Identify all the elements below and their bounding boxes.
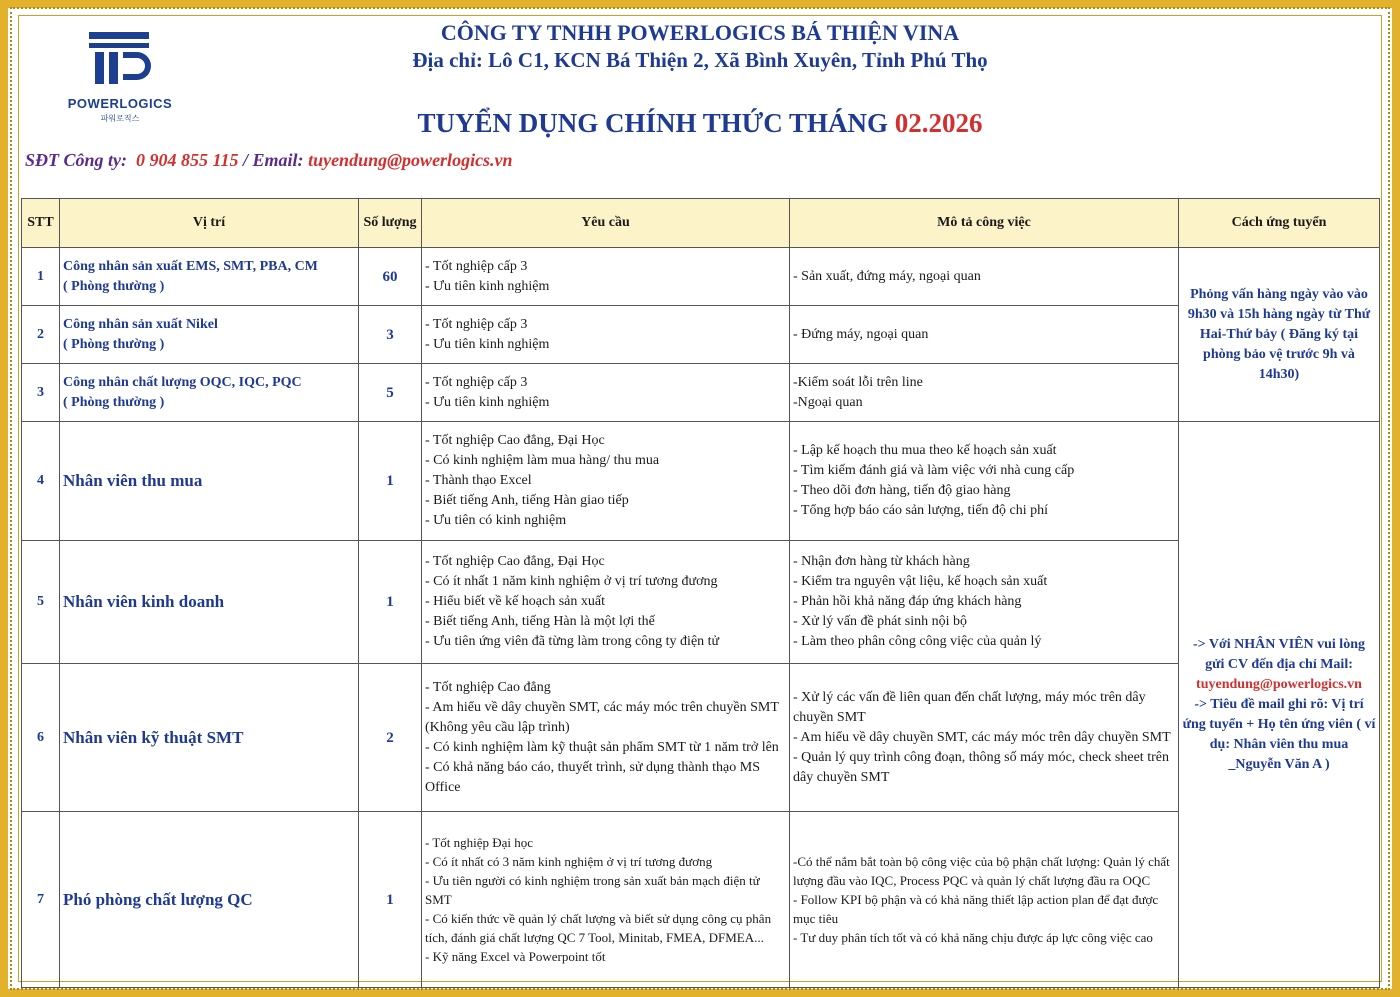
logo-korean: 파워로직스 (100, 114, 140, 123)
apply-staff-intro: -> Với NHÂN VIÊN vui lòng gửi CV đến địa chỉ Mail: (1193, 636, 1365, 672)
table-row (22, 306, 1380, 364)
header-position: Vị trí (60, 199, 359, 248)
row-stt: 7 (22, 812, 60, 988)
title-prefix: TUYỂN DỤNG CHÍNH THỨC THÁNG (417, 108, 895, 138)
table-row (22, 812, 1380, 988)
table-row (22, 248, 1380, 306)
contact-line (25, 150, 513, 171)
title-month: 02.2026 (894, 108, 983, 138)
row-position: Công nhân chất lượng OQC, IQC, PQC ( Phòng thường ) (60, 364, 359, 422)
job-table (21, 198, 1380, 988)
row-requirements: - Tốt nghiệp Cao đẳng - Am hiểu về dây chuyền SMT, các máy móc trên chuyền SMT (Không yêu cầu lập trình) - Có kinh nghiệm làm kỹ thuật sản phẩm SMT từ 1 năm trở lên - Có khả năng báo cáo, thuyết trình, sử dụng thành thạo MS Office (422, 664, 790, 812)
phone-number: 0 904 855 115 (136, 150, 239, 170)
apply-staff-email[interactable]: tuyendung@powerlogics.vn (1196, 676, 1362, 692)
row-quantity: 1 (359, 812, 422, 988)
apply-staff (1179, 422, 1380, 988)
table-row (22, 664, 1380, 812)
row-position: Nhân viên thu mua (60, 422, 359, 541)
table-row (22, 422, 1380, 541)
row-description: - Đứng máy, ngoại quan (790, 306, 1179, 364)
row-requirements: - Tốt nghiệp cấp 3 - Ưu tiên kinh nghiệm (422, 364, 790, 422)
row-position: Công nhân sản xuất EMS, SMT, PBA, CM ( Phòng thường ) (60, 248, 359, 306)
row-description: - Xử lý các vấn đề liên quan đến chất lượng, máy móc trên dây chuyền SMT - Am hiểu về dây chuyền SMT, các máy móc trên dây chuyền SMT - Quản lý quy trình công đoạn, thông số máy móc, check sheet trên dây chuyền SMT (790, 664, 1179, 812)
table-header-row (22, 199, 1380, 248)
table-row (22, 364, 1380, 422)
row-description: - Sản xuất, đứng máy, ngoại quan (790, 248, 1179, 306)
logo-wordmark: POWERLOGICS (67, 96, 173, 111)
row-description: -Kiểm soát lỗi trên line -Ngoại quan (790, 364, 1179, 422)
row-stt: 3 (22, 364, 60, 422)
row-description: - Lập kế hoạch thu mua theo kế hoạch sản xuất - Tìm kiếm đánh giá và làm việc với nhà cung cấp - Theo dõi đơn hàng, tiến độ giao hàng - Tổng hợp báo cáo sản lượng, tiến độ chi phí (790, 422, 1179, 541)
apply-staff-note: -> Tiêu đề mail ghi rõ: Vị trí ứng tuyển + Họ tên ứng viên ( ví dụ: Nhân viên thu mua _Nguyễn Văn A ) (1182, 696, 1376, 772)
company-address: Địa chỉ: Lô C1, KCN Bá Thiện 2, Xã Bình Xuyên, Tỉnh Phú Thọ (412, 48, 988, 72)
row-stt: 5 (22, 541, 60, 664)
header-requirements: Yêu cầu (422, 199, 790, 248)
row-position: Nhân viên kỹ thuật SMT (60, 664, 359, 812)
email-label: Email: (252, 150, 304, 170)
page-title (300, 108, 1100, 139)
header-apply: Cách ứng tuyển (1179, 199, 1380, 248)
row-requirements: - Tốt nghiệp cấp 3 - Ưu tiên kinh nghiệm (422, 248, 790, 306)
row-stt: 6 (22, 664, 60, 812)
row-position: Phó phòng chất lượng QC (60, 812, 359, 988)
row-requirements: - Tốt nghiệp Cao đẳng, Đại Học - Có ít nhất 1 năm kinh nghiệm ở vị trí tương đương - Hiểu biết về kế hoạch sản xuất - Biết tiếng Anh, tiếng Hàn là một lợi thế - Ưu tiên ứng viên đã từng làm trong công ty điện tử (422, 541, 790, 664)
row-stt: 4 (22, 422, 60, 541)
header-quantity: Số lượng (359, 199, 422, 248)
row-requirements: - Tốt nghiệp Đại học - Có ít nhất có 3 năm kinh nghiệm ở vị trí tương đương - Ưu tiên người có kinh nghiệm trong sản xuất bản mạch điện tử SMT - Có kiến thức về quản lý chất lượng và biết sử dụng công cụ phân tích, đánh giá chất lượng QC 7 Tool, Minitab, FMEA, DFMEA... - Kỹ năng Excel và Powerpoint tốt (422, 812, 790, 988)
header-stt: STT (22, 199, 60, 248)
contact-separator: / (243, 150, 249, 170)
row-quantity: 1 (359, 422, 422, 541)
row-quantity: 2 (359, 664, 422, 812)
email-address: tuyendung@powerlogics.vn (308, 150, 513, 170)
row-requirements: - Tốt nghiệp Cao đẳng, Đại Học - Có kinh nghiệm làm mua hàng/ thu mua - Thành thạo Excel - Biết tiếng Anh, tiếng Hàn giao tiếp - Ưu tiên có kinh nghiệm (422, 422, 790, 541)
row-quantity: 3 (359, 306, 422, 364)
row-requirements: - Tốt nghiệp cấp 3 - Ưu tiên kinh nghiệm (422, 306, 790, 364)
row-quantity: 1 (359, 541, 422, 664)
row-position: Nhân viên kinh doanh (60, 541, 359, 664)
row-description: - Nhận đơn hàng từ khách hàng - Kiểm tra nguyên vật liệu, kế hoạch sản xuất - Phản hồi khả năng đáp ứng khách hàng - Xử lý vấn đề phát sinh nội bộ - Làm theo phân công công việc của quản lý (790, 541, 1179, 664)
row-quantity: 5 (359, 364, 422, 422)
company-name: CÔNG TY TNHH POWERLOGICS BÁ THIỆN VINA (440, 20, 960, 45)
row-stt: 1 (22, 248, 60, 306)
row-quantity: 60 (359, 248, 422, 306)
row-position: Công nhân sản xuất Nikel ( Phòng thường ) (60, 306, 359, 364)
row-description: -Có thể nắm bắt toàn bộ công việc của bộ phận chất lượng: Quản lý chất lượng đầu vào IQC, Process PQC và quản lý chất lượng đầu ra OQC - Follow KPI bộ phận và có khả năng thiết lập action plan để đạt được mục tiêu - Tư duy phân tích tốt và có khả năng chịu được áp lực công việc cao (790, 812, 1179, 988)
table-row (22, 541, 1380, 664)
header-description: Mô tả công việc (790, 199, 1179, 248)
phone-label: SĐT Công ty: (25, 150, 128, 170)
row-stt: 2 (22, 306, 60, 364)
apply-workers: Phỏng vấn hàng ngày vào vào 9h30 và 15h hàng ngày từ Thứ Hai-Thứ bảy ( Đăng ký tại phòng bảo vệ trước 9h và 14h30) (1179, 248, 1380, 422)
